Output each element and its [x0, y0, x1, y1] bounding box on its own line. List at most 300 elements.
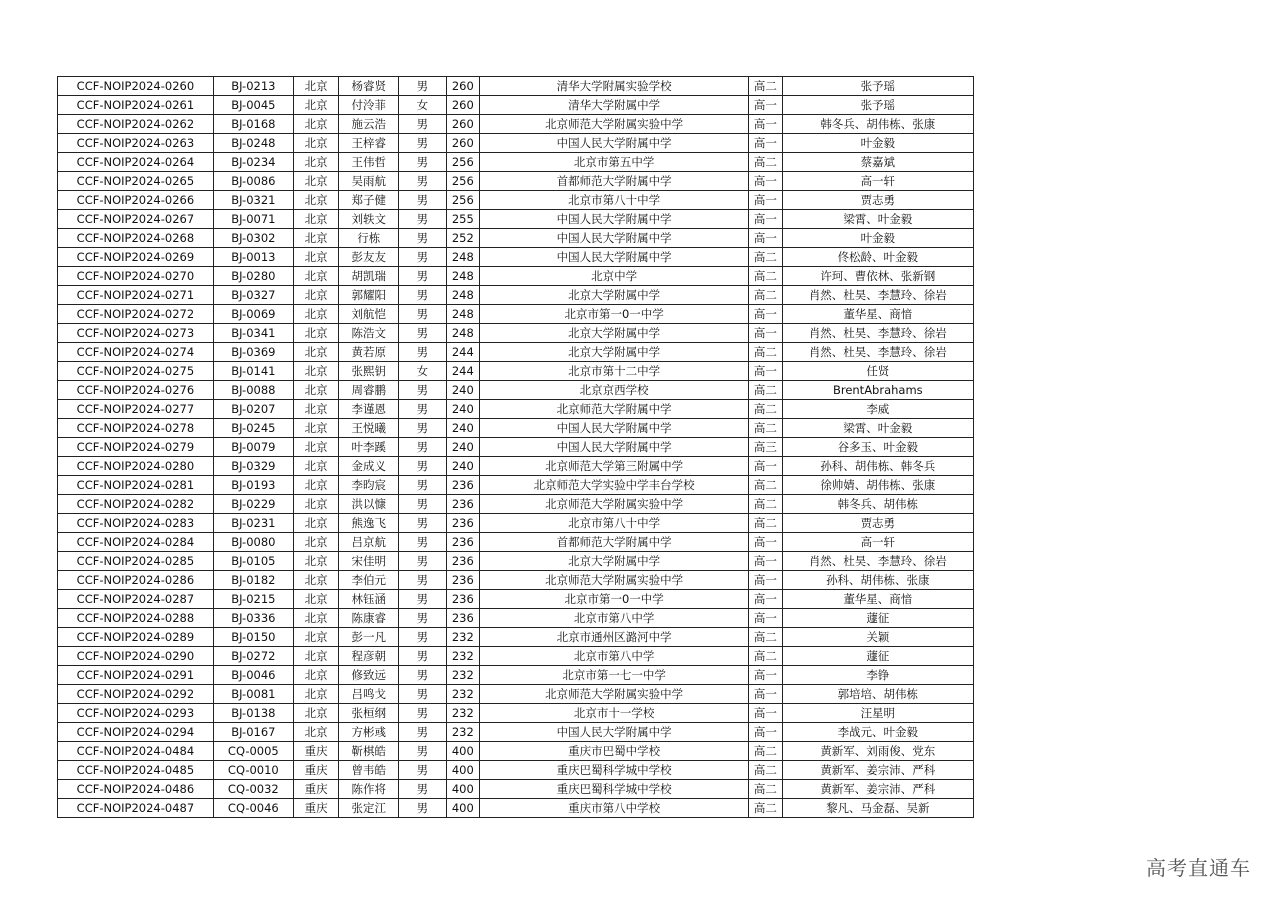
table-row — [58, 780, 974, 799]
cell-school: 首都师范大学附属中学 — [480, 533, 749, 552]
cell-name: 李谨恩 — [339, 400, 399, 419]
cell-id: CCF-NOIP2024-0286 — [58, 571, 214, 590]
cell-gender: 男 — [399, 324, 447, 343]
cell-score: 232 — [446, 704, 479, 723]
cell-code: BJ-0336 — [213, 609, 293, 628]
cell-code: BJ-0207 — [213, 400, 293, 419]
cell-school: 北京市第八十中学 — [480, 514, 749, 533]
cell-gender: 男 — [399, 400, 447, 419]
cell-grade: 高二 — [749, 476, 782, 495]
table-row — [58, 514, 974, 533]
cell-province: 北京 — [293, 77, 339, 96]
cell-province: 重庆 — [293, 761, 339, 780]
table-row — [58, 438, 974, 457]
cell-score: 240 — [446, 419, 479, 438]
cell-coach: 韩冬兵、胡伟栋 — [782, 495, 973, 514]
cell-gender: 男 — [399, 438, 447, 457]
table-row — [58, 267, 974, 286]
cell-score: 256 — [446, 191, 479, 210]
cell-school: 北京市第八中学 — [480, 647, 749, 666]
cell-name: 修致远 — [339, 666, 399, 685]
cell-province: 北京 — [293, 172, 339, 191]
cell-grade: 高二 — [749, 419, 782, 438]
cell-province: 北京 — [293, 533, 339, 552]
cell-gender: 男 — [399, 115, 447, 134]
cell-school: 北京大学附属中学 — [480, 286, 749, 305]
cell-name: 宋佳明 — [339, 552, 399, 571]
cell-score: 248 — [446, 248, 479, 267]
cell-gender: 男 — [399, 628, 447, 647]
cell-name: 郑子健 — [339, 191, 399, 210]
cell-name: 程彦朝 — [339, 647, 399, 666]
cell-score: 236 — [446, 495, 479, 514]
cell-school: 重庆巴蜀科学城中学校 — [480, 780, 749, 799]
cell-id: CCF-NOIP2024-0262 — [58, 115, 214, 134]
cell-score: 236 — [446, 476, 479, 495]
cell-code: BJ-0231 — [213, 514, 293, 533]
cell-id: CCF-NOIP2024-0275 — [58, 362, 214, 381]
cell-score: 248 — [446, 267, 479, 286]
cell-coach: 郭培培、胡伟栋 — [782, 685, 973, 704]
cell-id: CCF-NOIP2024-0484 — [58, 742, 214, 761]
cell-id: CCF-NOIP2024-0486 — [58, 780, 214, 799]
table-row — [58, 324, 974, 343]
cell-province: 北京 — [293, 286, 339, 305]
cell-name: 刘航恺 — [339, 305, 399, 324]
table-row — [58, 248, 974, 267]
cell-province: 北京 — [293, 457, 339, 476]
cell-score: 260 — [446, 96, 479, 115]
cell-code: BJ-0341 — [213, 324, 293, 343]
table-row — [58, 761, 974, 780]
cell-id: CCF-NOIP2024-0292 — [58, 685, 214, 704]
cell-coach: 董华星、商愔 — [782, 590, 973, 609]
cell-score: 400 — [446, 799, 479, 818]
table-row — [58, 495, 974, 514]
cell-grade: 高一 — [749, 134, 782, 153]
cell-name: 吴雨航 — [339, 172, 399, 191]
cell-code: BJ-0046 — [213, 666, 293, 685]
cell-grade: 高一 — [749, 362, 782, 381]
cell-name: 吕鸣戈 — [339, 685, 399, 704]
cell-province: 北京 — [293, 571, 339, 590]
cell-grade: 高二 — [749, 400, 782, 419]
table-row — [58, 362, 974, 381]
cell-code: BJ-0141 — [213, 362, 293, 381]
cell-grade: 高一 — [749, 96, 782, 115]
cell-coach: 任贤 — [782, 362, 973, 381]
cell-id: CCF-NOIP2024-0270 — [58, 267, 214, 286]
cell-code: BJ-0369 — [213, 343, 293, 362]
cell-score: 236 — [446, 590, 479, 609]
cell-score: 260 — [446, 134, 479, 153]
cell-gender: 男 — [399, 685, 447, 704]
cell-name: 张桓纲 — [339, 704, 399, 723]
cell-code: BJ-0280 — [213, 267, 293, 286]
cell-province: 北京 — [293, 704, 339, 723]
cell-coach: 梁霄、叶金毅 — [782, 210, 973, 229]
cell-grade: 高二 — [749, 780, 782, 799]
cell-id: CCF-NOIP2024-0280 — [58, 457, 214, 476]
table-row — [58, 210, 974, 229]
cell-gender: 男 — [399, 476, 447, 495]
results-body — [58, 77, 974, 818]
table-row — [58, 305, 974, 324]
table-row — [58, 115, 974, 134]
cell-grade: 高一 — [749, 552, 782, 571]
cell-gender: 男 — [399, 799, 447, 818]
table-row — [58, 552, 974, 571]
cell-coach: 贾志勇 — [782, 191, 973, 210]
cell-grade: 高一 — [749, 172, 782, 191]
cell-code: BJ-0079 — [213, 438, 293, 457]
cell-grade: 高二 — [749, 267, 782, 286]
cell-coach: 黄新军、刘雨俊、党东 — [782, 742, 973, 761]
cell-school: 北京市十一学校 — [480, 704, 749, 723]
cell-province: 北京 — [293, 438, 339, 457]
cell-grade: 高二 — [749, 77, 782, 96]
cell-coach: 董华星、商愔 — [782, 305, 973, 324]
cell-coach: 孙科、胡伟栋、张康 — [782, 571, 973, 590]
cell-id: CCF-NOIP2024-0260 — [58, 77, 214, 96]
cell-school: 首都师范大学附属中学 — [480, 172, 749, 191]
table-row — [58, 609, 974, 628]
cell-score: 236 — [446, 571, 479, 590]
cell-coach: 高一轩 — [782, 172, 973, 191]
cell-id: CCF-NOIP2024-0267 — [58, 210, 214, 229]
cell-school: 重庆市第八中学校 — [480, 799, 749, 818]
table-row — [58, 628, 974, 647]
cell-coach: 肖然、杜昊、李慧玲、徐岩 — [782, 343, 973, 362]
cell-province: 北京 — [293, 590, 339, 609]
cell-name: 张定江 — [339, 799, 399, 818]
cell-code: BJ-0327 — [213, 286, 293, 305]
cell-name: 林钰涵 — [339, 590, 399, 609]
cell-code: BJ-0167 — [213, 723, 293, 742]
cell-id: CCF-NOIP2024-0281 — [58, 476, 214, 495]
table-row — [58, 799, 974, 818]
cell-gender: 男 — [399, 495, 447, 514]
cell-coach: 李战元、叶金毅 — [782, 723, 973, 742]
cell-name: 彭友友 — [339, 248, 399, 267]
cell-coach: 韩冬兵、胡伟栋、张康 — [782, 115, 973, 134]
cell-code: BJ-0086 — [213, 172, 293, 191]
cell-province: 北京 — [293, 495, 339, 514]
cell-grade: 高二 — [749, 286, 782, 305]
table-row — [58, 229, 974, 248]
table-row — [58, 343, 974, 362]
cell-score: 256 — [446, 153, 479, 172]
table-row — [58, 77, 974, 96]
cell-province: 北京 — [293, 229, 339, 248]
cell-grade: 高一 — [749, 609, 782, 628]
cell-score: 240 — [446, 438, 479, 457]
cell-coach: 梁霄、叶金毅 — [782, 419, 973, 438]
cell-coach: 蘧征 — [782, 609, 973, 628]
table-row — [58, 457, 974, 476]
cell-code: CQ-0010 — [213, 761, 293, 780]
cell-grade: 高二 — [749, 153, 782, 172]
cell-coach: 关颖 — [782, 628, 973, 647]
cell-id: CCF-NOIP2024-0294 — [58, 723, 214, 742]
cell-grade: 高一 — [749, 704, 782, 723]
cell-coach: 张予瑶 — [782, 77, 973, 96]
cell-gender: 男 — [399, 571, 447, 590]
cell-code: BJ-0215 — [213, 590, 293, 609]
cell-id: CCF-NOIP2024-0271 — [58, 286, 214, 305]
cell-score: 248 — [446, 324, 479, 343]
table-row — [58, 96, 974, 115]
cell-school: 北京师范大学第三附属中学 — [480, 457, 749, 476]
cell-name: 陈浩文 — [339, 324, 399, 343]
cell-grade: 高一 — [749, 666, 782, 685]
cell-gender: 男 — [399, 381, 447, 400]
cell-name: 金成义 — [339, 457, 399, 476]
table-row — [58, 400, 974, 419]
cell-gender: 男 — [399, 609, 447, 628]
cell-province: 北京 — [293, 115, 339, 134]
cell-gender: 男 — [399, 742, 447, 761]
cell-province: 北京 — [293, 267, 339, 286]
cell-province: 北京 — [293, 628, 339, 647]
cell-score: 255 — [446, 210, 479, 229]
cell-score: 244 — [446, 343, 479, 362]
cell-code: CQ-0005 — [213, 742, 293, 761]
cell-coach: 李铮 — [782, 666, 973, 685]
cell-school: 北京师范大学附属实验中学 — [480, 685, 749, 704]
cell-province: 北京 — [293, 666, 339, 685]
cell-gender: 男 — [399, 267, 447, 286]
cell-school: 北京市第一0一中学 — [480, 590, 749, 609]
cell-province: 北京 — [293, 400, 339, 419]
cell-id: CCF-NOIP2024-0290 — [58, 647, 214, 666]
table-row — [58, 153, 974, 172]
cell-code: BJ-0013 — [213, 248, 293, 267]
cell-id: CCF-NOIP2024-0264 — [58, 153, 214, 172]
results-table — [57, 76, 974, 818]
cell-gender: 男 — [399, 305, 447, 324]
cell-province: 北京 — [293, 305, 339, 324]
cell-grade: 高二 — [749, 799, 782, 818]
cell-name: 郭耀阳 — [339, 286, 399, 305]
cell-id: CCF-NOIP2024-0274 — [58, 343, 214, 362]
cell-name: 胡凯瑞 — [339, 267, 399, 286]
cell-gender: 男 — [399, 229, 447, 248]
cell-coach: 肖然、杜昊、李慧玲、徐岩 — [782, 286, 973, 305]
cell-coach: 孙科、胡伟栋、韩冬兵 — [782, 457, 973, 476]
cell-code: BJ-0302 — [213, 229, 293, 248]
cell-code: BJ-0080 — [213, 533, 293, 552]
table-row — [58, 571, 974, 590]
cell-name: 方彬彧 — [339, 723, 399, 742]
cell-school: 中国人民大学附属中学 — [480, 438, 749, 457]
cell-grade: 高一 — [749, 229, 782, 248]
cell-id: CCF-NOIP2024-0278 — [58, 419, 214, 438]
cell-coach: 李威 — [782, 400, 973, 419]
cell-coach: 蘧征 — [782, 647, 973, 666]
cell-coach: 黎凡、马金磊、吴新 — [782, 799, 973, 818]
cell-gender: 男 — [399, 172, 447, 191]
cell-coach: 黄新军、姜宗沛、严科 — [782, 780, 973, 799]
cell-coach: 佟松龄、叶金毅 — [782, 248, 973, 267]
cell-province: 北京 — [293, 191, 339, 210]
cell-name: 李伯元 — [339, 571, 399, 590]
cell-id: CCF-NOIP2024-0291 — [58, 666, 214, 685]
cell-id: CCF-NOIP2024-0289 — [58, 628, 214, 647]
cell-grade: 高一 — [749, 305, 782, 324]
cell-code: BJ-0071 — [213, 210, 293, 229]
cell-school: 北京市第五中学 — [480, 153, 749, 172]
cell-id: CCF-NOIP2024-0284 — [58, 533, 214, 552]
cell-code: BJ-0193 — [213, 476, 293, 495]
cell-grade: 高一 — [749, 723, 782, 742]
cell-gender: 男 — [399, 533, 447, 552]
cell-gender: 男 — [399, 780, 447, 799]
cell-gender: 男 — [399, 286, 447, 305]
cell-province: 重庆 — [293, 780, 339, 799]
table-row — [58, 381, 974, 400]
cell-grade: 高二 — [749, 381, 782, 400]
cell-code: BJ-0045 — [213, 96, 293, 115]
cell-name: 李昀宸 — [339, 476, 399, 495]
cell-name: 曾韦皓 — [339, 761, 399, 780]
cell-school: 北京大学附属中学 — [480, 343, 749, 362]
watermark-text: 高考直通车 — [1146, 856, 1251, 880]
cell-school: 北京市第八十中学 — [480, 191, 749, 210]
cell-grade: 高一 — [749, 115, 782, 134]
cell-score: 236 — [446, 533, 479, 552]
cell-grade: 高二 — [749, 514, 782, 533]
cell-id: CCF-NOIP2024-0485 — [58, 761, 214, 780]
cell-school: 中国人民大学附属中学 — [480, 134, 749, 153]
cell-code: BJ-0081 — [213, 685, 293, 704]
cell-score: 260 — [446, 115, 479, 134]
cell-gender: 男 — [399, 761, 447, 780]
cell-score: 400 — [446, 742, 479, 761]
cell-name: 洪以慷 — [339, 495, 399, 514]
cell-province: 北京 — [293, 552, 339, 571]
cell-gender: 男 — [399, 723, 447, 742]
cell-gender: 男 — [399, 210, 447, 229]
cell-gender: 男 — [399, 419, 447, 438]
cell-name: 靳棋皓 — [339, 742, 399, 761]
cell-score: 236 — [446, 514, 479, 533]
cell-id: CCF-NOIP2024-0283 — [58, 514, 214, 533]
table-row — [58, 590, 974, 609]
cell-province: 北京 — [293, 210, 339, 229]
cell-province: 北京 — [293, 685, 339, 704]
cell-score: 248 — [446, 286, 479, 305]
cell-coach: 叶金毅 — [782, 134, 973, 153]
cell-gender: 男 — [399, 191, 447, 210]
cell-score: 248 — [446, 305, 479, 324]
cell-code: CQ-0032 — [213, 780, 293, 799]
cell-school: 北京市第八中学 — [480, 609, 749, 628]
cell-province: 北京 — [293, 476, 339, 495]
cell-name: 陈康睿 — [339, 609, 399, 628]
cell-grade: 高二 — [749, 248, 782, 267]
cell-code: CQ-0046 — [213, 799, 293, 818]
cell-name: 周睿鹏 — [339, 381, 399, 400]
cell-id: CCF-NOIP2024-0288 — [58, 609, 214, 628]
cell-school: 北京市通州区潞河中学 — [480, 628, 749, 647]
cell-school: 北京师范大学附属中学 — [480, 400, 749, 419]
cell-id: CCF-NOIP2024-0277 — [58, 400, 214, 419]
cell-coach: 汪星明 — [782, 704, 973, 723]
cell-school: 北京师范大学附属实验中学 — [480, 571, 749, 590]
cell-grade: 高一 — [749, 685, 782, 704]
cell-code: BJ-0245 — [213, 419, 293, 438]
cell-province: 北京 — [293, 723, 339, 742]
cell-province: 北京 — [293, 419, 339, 438]
cell-name: 彭一凡 — [339, 628, 399, 647]
cell-id: CCF-NOIP2024-0487 — [58, 799, 214, 818]
cell-school: 北京京西学校 — [480, 381, 749, 400]
table-row — [58, 666, 974, 685]
cell-school: 中国人民大学附属中学 — [480, 210, 749, 229]
cell-gender: 男 — [399, 77, 447, 96]
cell-grade: 高二 — [749, 647, 782, 666]
cell-id: CCF-NOIP2024-0293 — [58, 704, 214, 723]
cell-coach: 张予瑶 — [782, 96, 973, 115]
cell-name: 叶李蹊 — [339, 438, 399, 457]
cell-school: 中国人民大学附属中学 — [480, 248, 749, 267]
table-row — [58, 723, 974, 742]
cell-id: CCF-NOIP2024-0268 — [58, 229, 214, 248]
cell-name: 王伟哲 — [339, 153, 399, 172]
cell-id: CCF-NOIP2024-0276 — [58, 381, 214, 400]
cell-school: 清华大学附属实验学校 — [480, 77, 749, 96]
cell-code: BJ-0229 — [213, 495, 293, 514]
cell-coach: 谷多玉、叶金毅 — [782, 438, 973, 457]
cell-province: 北京 — [293, 647, 339, 666]
cell-grade: 高一 — [749, 324, 782, 343]
cell-gender: 男 — [399, 343, 447, 362]
cell-name: 刘轶文 — [339, 210, 399, 229]
table-row — [58, 533, 974, 552]
cell-province: 重庆 — [293, 742, 339, 761]
cell-gender: 男 — [399, 153, 447, 172]
cell-grade: 高二 — [749, 742, 782, 761]
cell-name: 杨睿贤 — [339, 77, 399, 96]
cell-id: CCF-NOIP2024-0266 — [58, 191, 214, 210]
cell-school: 北京师范大学实验中学丰台学校 — [480, 476, 749, 495]
cell-gender: 男 — [399, 134, 447, 153]
cell-code: BJ-0088 — [213, 381, 293, 400]
cell-name: 张熙钥 — [339, 362, 399, 381]
cell-school: 重庆市巴蜀中学校 — [480, 742, 749, 761]
cell-grade: 高一 — [749, 457, 782, 476]
cell-score: 236 — [446, 609, 479, 628]
cell-score: 240 — [446, 400, 479, 419]
cell-province: 北京 — [293, 381, 339, 400]
cell-id: CCF-NOIP2024-0265 — [58, 172, 214, 191]
cell-grade: 高一 — [749, 571, 782, 590]
cell-gender: 男 — [399, 514, 447, 533]
cell-grade: 高三 — [749, 438, 782, 457]
cell-province: 北京 — [293, 96, 339, 115]
cell-grade: 高二 — [749, 628, 782, 647]
cell-school: 北京市第一0一中学 — [480, 305, 749, 324]
cell-code: BJ-0234 — [213, 153, 293, 172]
cell-name: 吕京航 — [339, 533, 399, 552]
cell-score: 400 — [446, 780, 479, 799]
cell-gender: 男 — [399, 704, 447, 723]
cell-gender: 男 — [399, 248, 447, 267]
cell-code: BJ-0321 — [213, 191, 293, 210]
cell-code: BJ-0105 — [213, 552, 293, 571]
cell-code: BJ-0168 — [213, 115, 293, 134]
